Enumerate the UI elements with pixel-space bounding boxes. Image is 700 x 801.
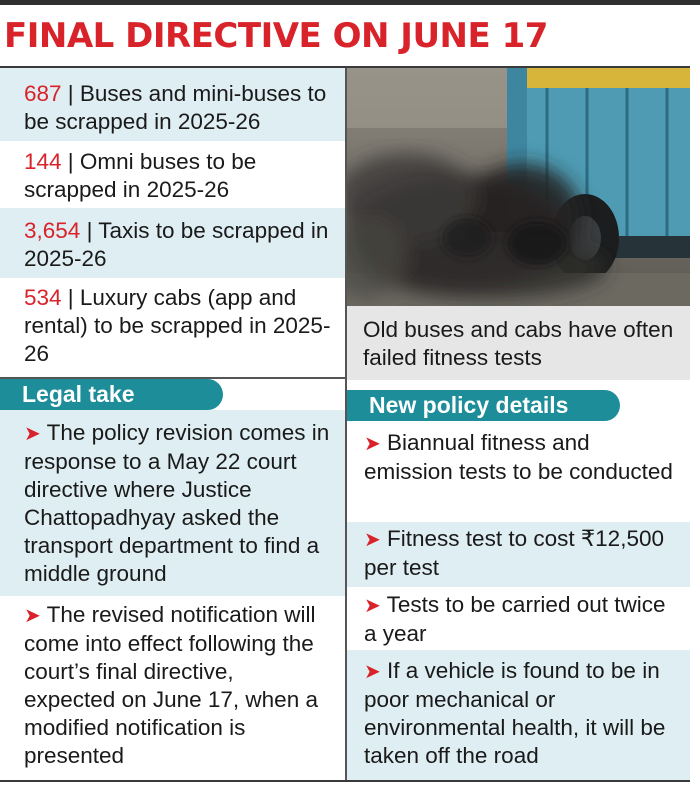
stat-number: 687 bbox=[24, 81, 62, 106]
stat-text: | Omni buses to be scrapped in 2025-26 bbox=[24, 149, 257, 202]
page-title: FINAL DIRECTIVE ON JUNE 17 bbox=[4, 16, 548, 56]
top-rule bbox=[0, 0, 700, 5]
stat-text: | Taxis to be scrapped in 2025-26 bbox=[24, 218, 329, 271]
stat-text: | Buses and mini-buses to be scrapped in 2025-26 bbox=[24, 81, 327, 134]
legal-take-heading: Legal take bbox=[0, 379, 223, 410]
stat-item bbox=[0, 68, 345, 141]
arrowhead-icon: ➤ bbox=[364, 433, 381, 455]
stat-item bbox=[0, 141, 345, 208]
arrowhead-icon: ➤ bbox=[24, 423, 41, 445]
legal-item bbox=[0, 596, 345, 780]
legal-item bbox=[0, 410, 345, 596]
bus-exhaust-photo bbox=[347, 68, 690, 306]
photo-caption: Old buses and cabs have often failed fitness tests bbox=[347, 306, 690, 380]
policy-item bbox=[347, 650, 690, 780]
new-policy-heading: New policy details bbox=[347, 390, 620, 421]
arrowhead-icon: ➤ bbox=[24, 605, 41, 627]
stat-number: 534 bbox=[24, 285, 62, 310]
arrowhead-icon: ➤ bbox=[364, 661, 381, 683]
legal-item-text: The policy revision comes in response to a May 22 court directive where Justice Chattopadhyay asked the transport department to find a middle ground bbox=[24, 420, 330, 586]
policy-item bbox=[347, 522, 690, 587]
stat-number: 3,654 bbox=[24, 218, 81, 243]
policy-item-text: Biannual fitness and emission tests to be conducted bbox=[364, 430, 673, 484]
stat-text: | Luxury cabs (app and rental) to be scrapped in 2025-26 bbox=[24, 285, 331, 366]
arrowhead-icon: ➤ bbox=[364, 529, 381, 551]
stat-item bbox=[0, 208, 345, 278]
policy-item bbox=[347, 587, 690, 650]
policy-item-text: Fitness test to cost ₹12,500 per test bbox=[364, 526, 664, 580]
policy-item-text: Tests to be carried out twice a year bbox=[364, 592, 666, 646]
legal-item-text: The revised notification will come into effect following the court’s final directive, expected on June 17, when a modified notification is presented bbox=[24, 602, 318, 768]
stat-number: 144 bbox=[24, 149, 62, 174]
stat-item bbox=[0, 278, 345, 377]
policy-item-text: If a vehicle is found to be in poor mechanical or environmental health, it will be taken off the road bbox=[364, 658, 666, 768]
arrowhead-icon: ➤ bbox=[364, 595, 381, 617]
bus-exhaust-illustration bbox=[347, 68, 690, 306]
policy-item bbox=[347, 423, 690, 522]
